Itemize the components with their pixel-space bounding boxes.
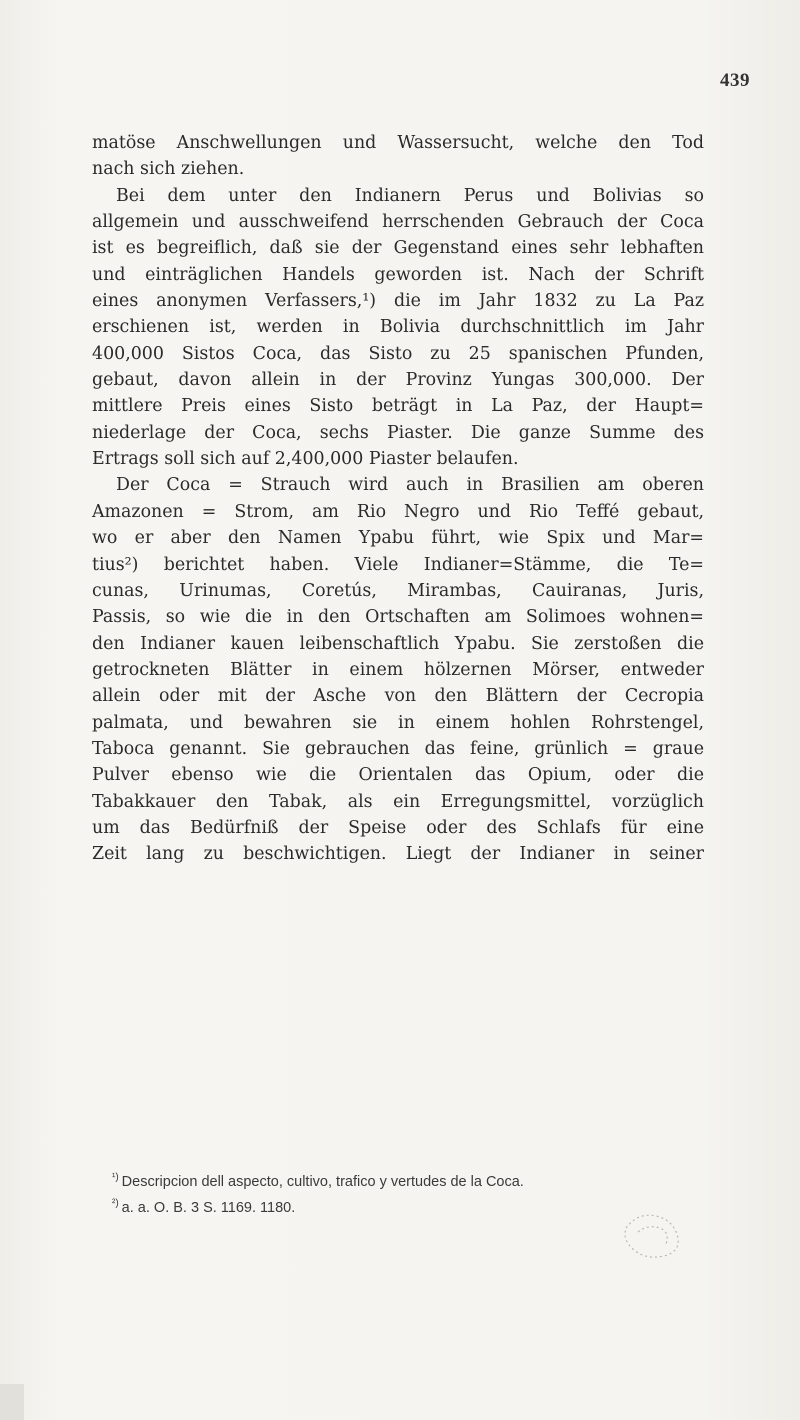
text-line: 400,000 Sistos Coca, das Sisto zu 25 spanischen Pfunden,: [92, 343, 704, 364]
text-line: nach sich ziehen.: [92, 159, 245, 180]
page-edge-mark: [0, 1384, 24, 1420]
text-line: Pulver ebenso wie die Orientalen das Opium, oder die: [92, 765, 704, 786]
text-line: mittlere Preis eines Sisto beträgt in La Paz, der Haupt=: [92, 396, 704, 417]
text-line: Der Coca = Strauch wird auch in Brasilien am oberen: [116, 475, 704, 496]
text-line: Tabakkauer den Tabak, als ein Erregungsmittel, vorzüglich: [92, 791, 704, 812]
text-line: Amazonen = Strom, am Rio Negro und Rio Teffé gebaut,: [92, 501, 704, 522]
page-number: 439: [720, 70, 750, 91]
text-line: den Indianer kauen leibenschaftlich Ypabu. Sie zerstoßen die: [92, 633, 704, 654]
text-line: wo er aber den Namen Ypabu führt, wie Spix und Mar=: [92, 528, 704, 549]
text-line: um das Bedürfniß der Speise oder des Schlafs für eine: [92, 817, 704, 838]
text-line: cunas, Urinumas, Coretús, Mirambas, Cauiranas, Juris,: [92, 580, 704, 601]
text-line: eines anonymen Verfassers,¹) die im Jahr 1832 zu La Paz: [92, 291, 704, 312]
text-line: gebaut, davon allein in der Provinz Yungas 300,000. Der: [92, 370, 704, 391]
text-line: getrockneten Blätter in einem hölzernen Mörser, entweder: [92, 659, 704, 680]
footnote-marker: ¹): [112, 1172, 119, 1183]
text-line: palmata, und bewahren sie in einem hohlen Rohrstengel,: [92, 712, 704, 733]
text-line: tius²) berichtet haben. Viele Indianer=Stämme, die Te=: [92, 554, 704, 575]
body-text: [92, 130, 704, 868]
text-line: ist es begreiflich, daß sie der Gegenstand eines sehr lebhaften: [92, 238, 704, 259]
text-line: erschienen ist, werden in Bolivia durchschnittlich im Jahr: [92, 317, 704, 338]
text-line: niederlage der Coca, sechs Piaster. Die ganze Summe des: [92, 422, 704, 443]
footnote-marker: ²): [112, 1197, 119, 1209]
text-line: matöse Anschwellungen und Wassersucht, welche den Tod: [92, 133, 704, 153]
text-line: Passis, so wie die in den Ortschaften am Solimoes wohnen=: [92, 607, 704, 628]
text-line: Ertrags soll sich auf 2,400,000 Piaster belaufen.: [92, 449, 519, 470]
text-line: allgemein und ausschweifend herrschenden Gebrauch der Coca: [92, 212, 704, 233]
text-line: Taboca genannt. Sie gebrauchen das feine, grünlich = graue: [92, 738, 704, 759]
text-line: allein oder mit der Asche von den Blättern der Cecropia: [92, 686, 704, 707]
footnote-text: a. a. O. B. 3 S. 1169. 1180.: [121, 1199, 296, 1216]
library-stamp-icon: [608, 1188, 708, 1260]
footnote-text: Descripcion dell aspecto, cultivo, trafico y vertudes de la Coca.: [121, 1173, 524, 1190]
text-line: Zeit lang zu beschwichtigen. Liegt der Indianer in seiner: [92, 844, 704, 865]
text-line: und einträglichen Handels geworden ist. Nach der Schrift: [92, 264, 704, 285]
text-line: Bei dem unter den Indianern Perus und Bolivias so: [116, 185, 704, 206]
